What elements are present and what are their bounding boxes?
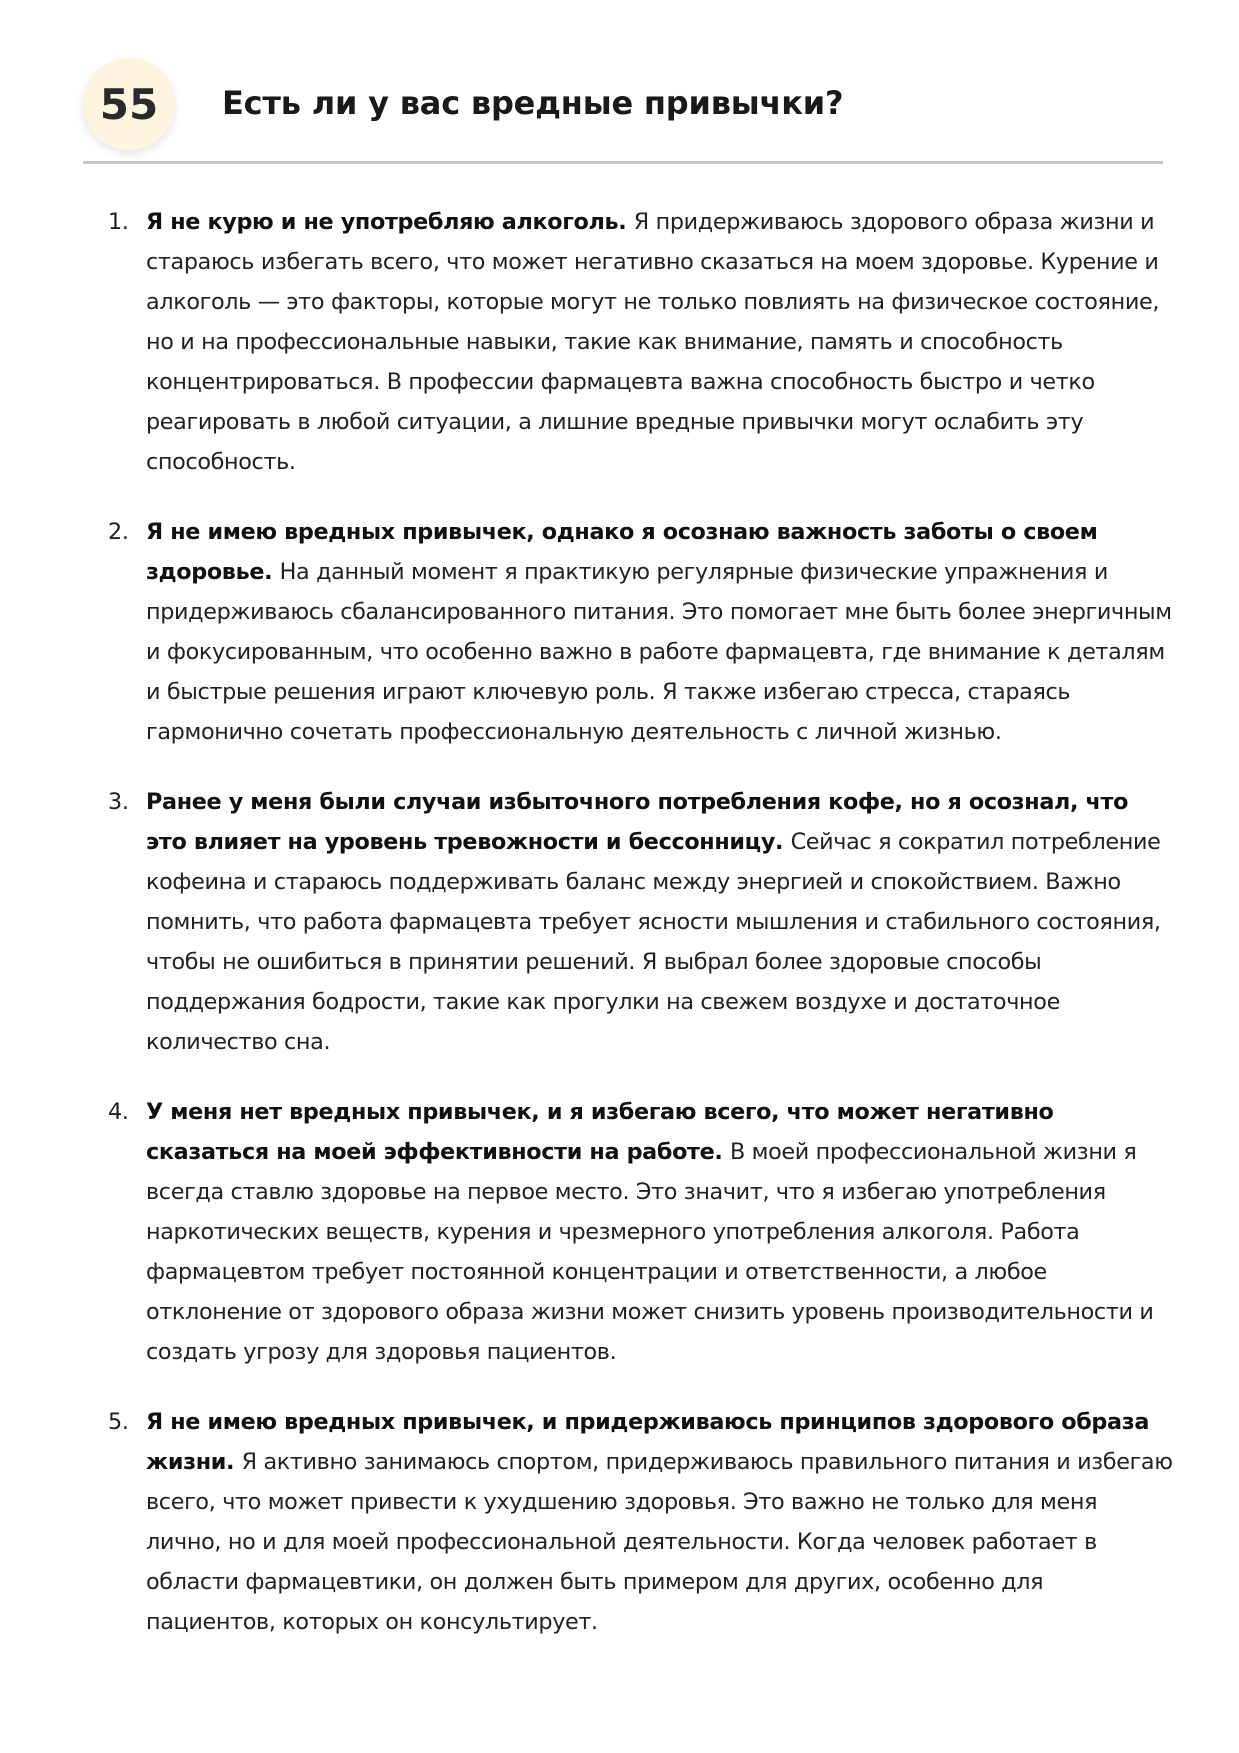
answer-lead: Я не курю и не употребляю алкоголь. [146,209,634,235]
answer-text: На данный момент я практикую регулярные физические упражнения и придерживаюсь сбалансированного питания. Это помогает мне быть более энергичным и фокусированным, что особенно важно в работе фармацевта, где внимание к деталям и быстрые решения играют ключевую роль. Я также избегаю стресса, стараясь гармонично сочетать профессиональную деятельность с личной жизнью. [146,559,1172,745]
question-number-badge: 55 [83,58,175,150]
answer-lead: У меня нет вредных привычек, и я избегаю всего, что может негативно сказаться на моей эффективности на работе. [146,1099,1054,1165]
question-title: Есть ли у вас вредные привычки? [222,84,844,122]
answer-list [108,202,1173,1672]
answer-item-5 [108,1402,1173,1642]
answer-text: В моей профессиональной жизни я всегда ставлю здоровье на первое место. Это значит, что я избегаю употребления наркотических веществ, курения и чрезмерного употребления алкоголя. Работа фармацевтом требует постоянной концентрации и ответственности, а любое отклонение от здорового образа жизни может снизить уровень производительности и создать угрозу для здоровья пациентов. [146,1139,1154,1365]
answer-number: 5. [108,1409,129,1435]
header-divider [83,161,1163,164]
answer-number: 2. [108,519,129,545]
answer-text: Я придерживаюсь здорового образа жизни и стараюсь избегать всего, что может негативно сказаться на моем здоровье. Курение и алкоголь — это факторы, которые могут не только повлиять на физическое состояние, но и на профессиональные навыки, такие как внимание, память и способность концентрироваться. В профессии фармацевта важна способность быстро и четко реагировать в любой ситуации, а лишние вредные привычки могут ослабить эту способность. [146,209,1160,475]
answer-text: Я активно занимаюсь спортом, придерживаюсь правильного питания и избегаю всего, что может привести к ухудшению здоровья. Это важно не только для меня лично, но и для моей профессиональной деятельности. Когда человек работает в области фармацевтики, он должен быть примером для других, особенно для пациентов, которых он консультирует. [146,1449,1173,1635]
answer-number: 1. [108,209,129,235]
answer-lead: Я не имею вредных привычек, и придерживаюсь принципов здорового образа жизни. [146,1409,1150,1475]
answer-number: 4. [108,1099,129,1125]
answer-number: 3. [108,789,129,815]
answer-item-2 [108,512,1173,752]
answer-text: Сейчас я сократил потребление кофеина и стараюсь поддерживать баланс между энергией и спокойствием. Важно помнить, что работа фармацевта требует ясности мышления и стабильного состояния, чтобы не ошибиться в принятии решений. Я выбрал более здоровые способы поддержания бодрости, такие как прогулки на свежем воздухе и достаточное количество сна. [146,829,1161,1055]
answer-item-1 [108,202,1173,482]
answer-item-3 [108,782,1173,1062]
answer-lead: Ранее у меня были случаи избыточного потребления кофе, но я осознал, что это влияет на уровень тревожности и бессонницу. [146,789,1129,855]
answer-item-4 [108,1092,1173,1372]
answer-lead: Я не имею вредных привычек, однако я осознаю важность заботы о своем здоровье. [146,519,1098,585]
question-header [83,58,1163,160]
